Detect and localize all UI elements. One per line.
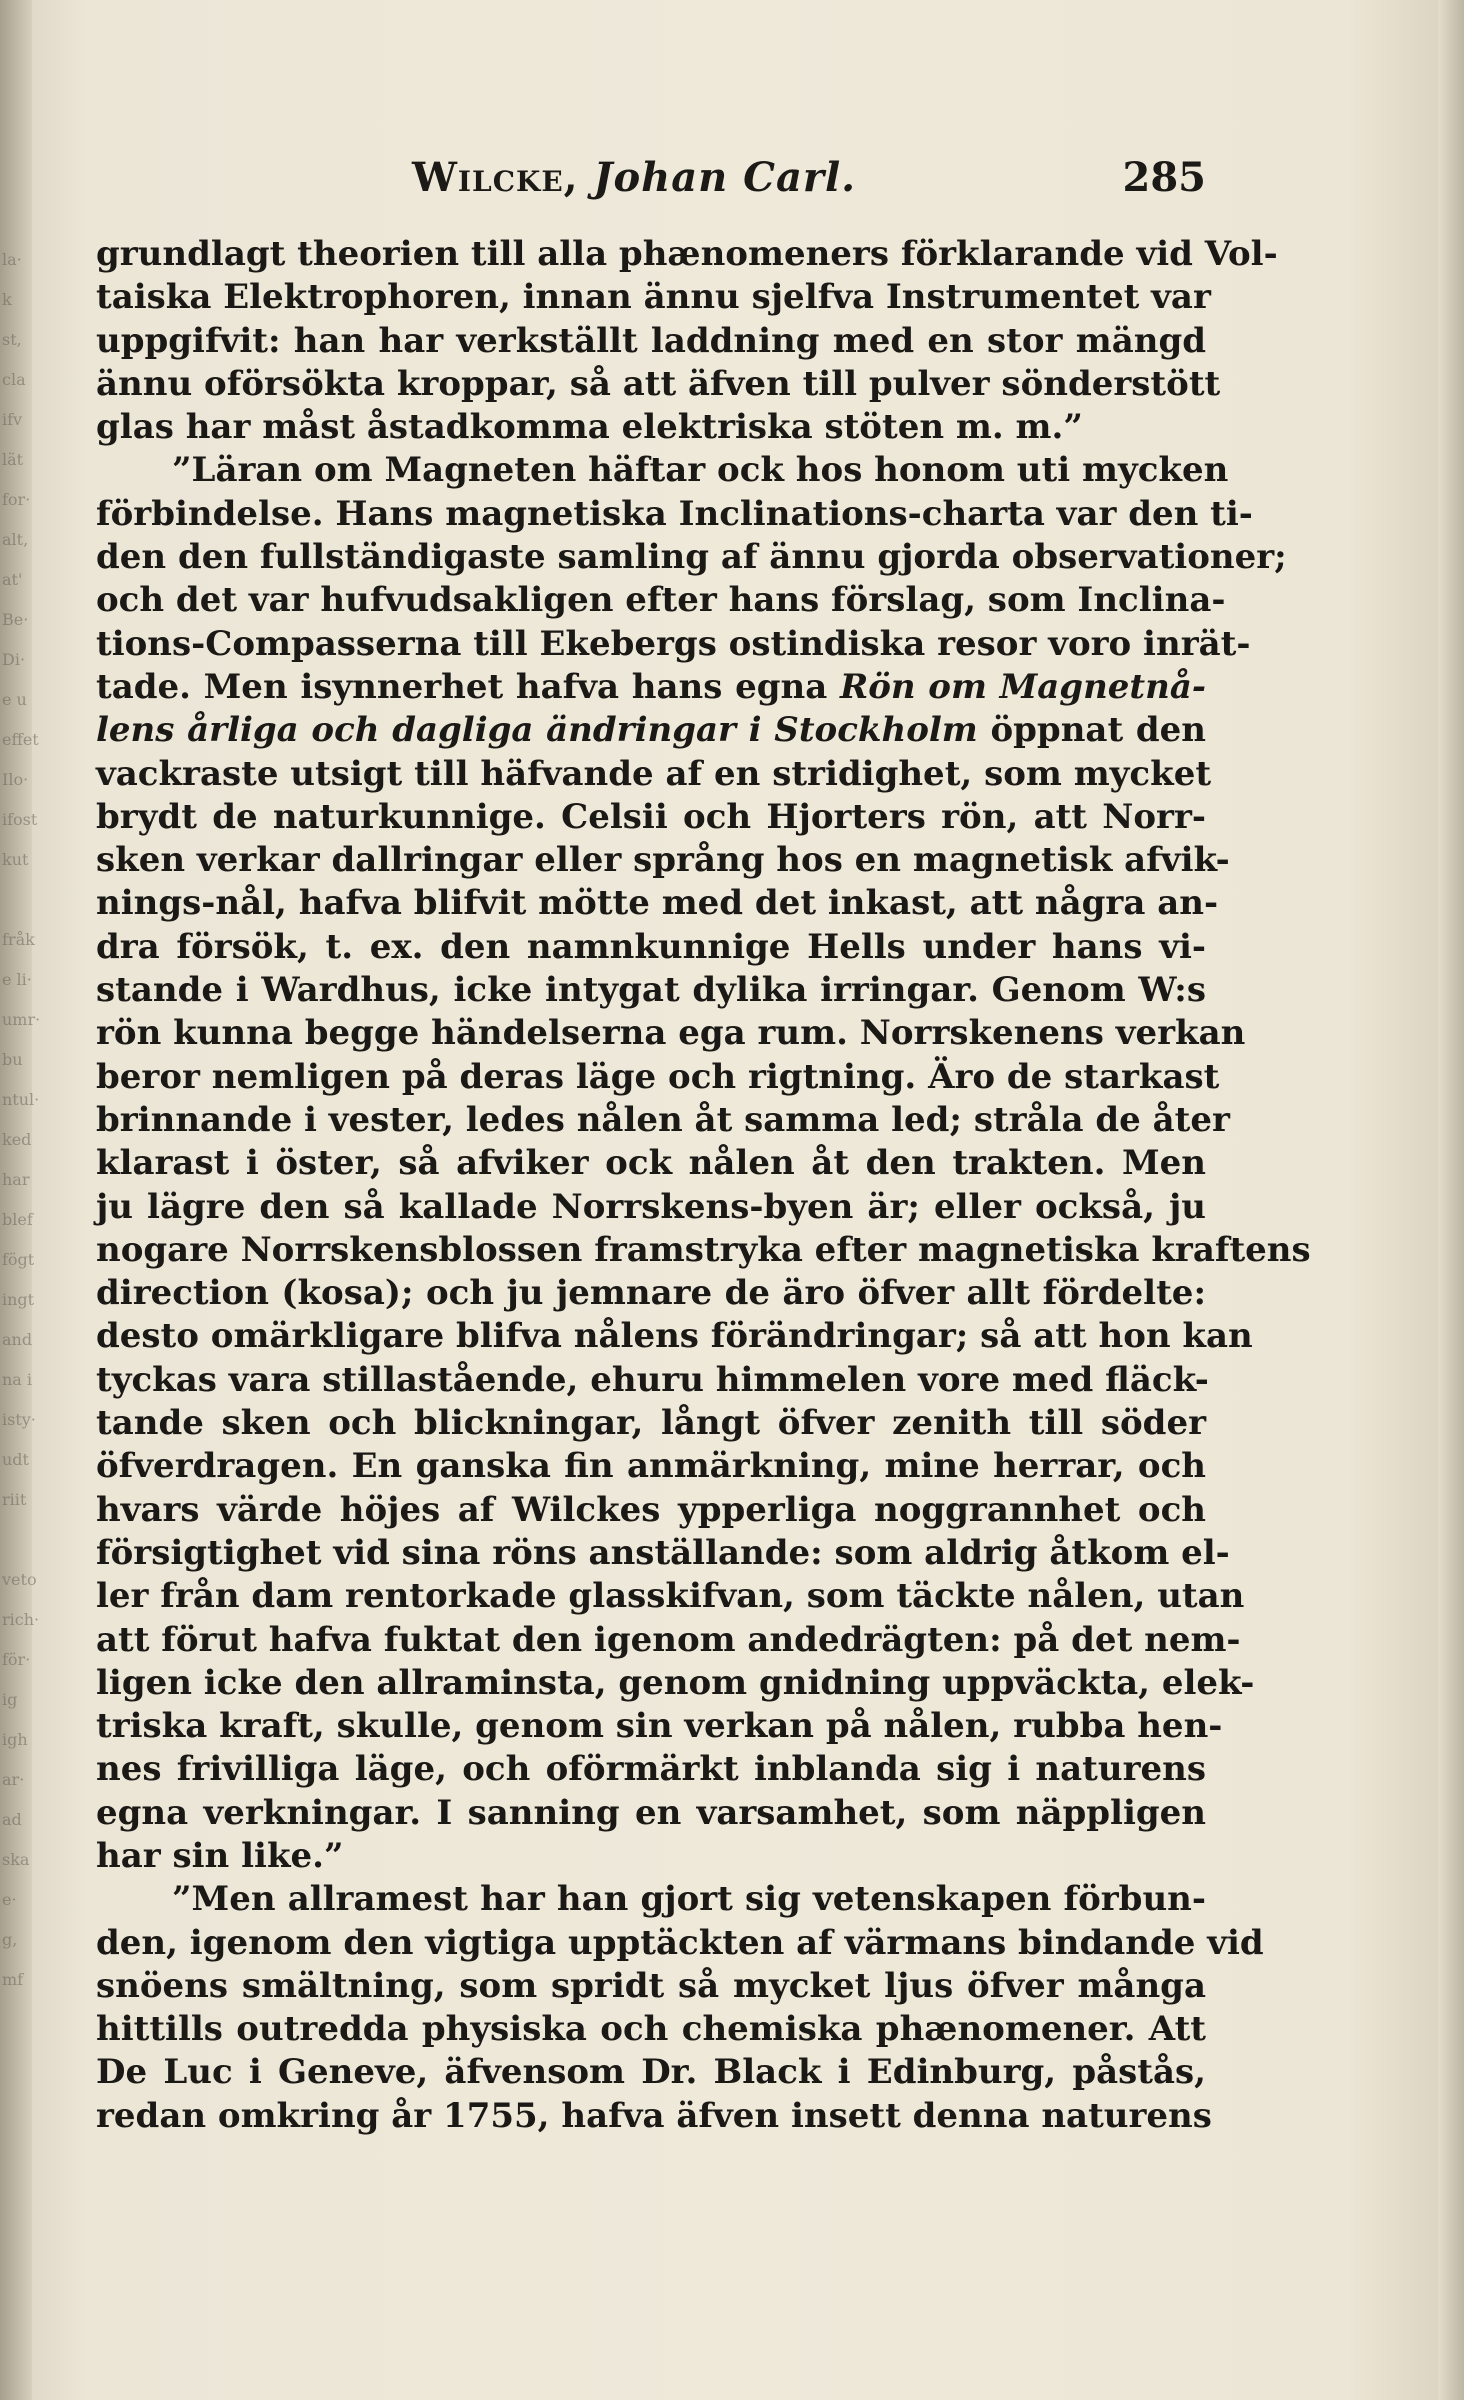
text-line <box>96 1922 1264 1965</box>
text-span: ”Men allramest har han gjort sig vetenskapen förbun- <box>172 1879 1206 1920</box>
text-span: tade. Men isynnerhet hafva hans egna <box>96 666 840 707</box>
text-line <box>96 1229 1311 1272</box>
bleed-fragment: and <box>2 1330 33 1349</box>
page-edge <box>1438 0 1464 2400</box>
text-line <box>96 1575 1245 1618</box>
text-span: tyckas vara stillastående, ehuru himmelen vore med fläck- <box>96 1359 1209 1400</box>
text-span: De Luc i Geneve, äfvensom Dr. Black i Edinburg, påstås, <box>96 2052 1206 2093</box>
text-span: ler från dam rentorkade glasskifvan, som täckte nålen, utan <box>96 1576 1245 1617</box>
bleed-fragment: rich· <box>2 1610 40 1629</box>
text-span: ligen icke den allraminsta, genom gnidning uppväckta, elek- <box>96 1662 1255 1703</box>
text-line <box>96 709 1206 752</box>
bleed-fragment: Ilo· <box>2 770 29 789</box>
author-given-name: Johan Carl. <box>578 154 857 201</box>
bleed-fragment: fögt <box>2 1250 35 1269</box>
bleed-fragment: e li· <box>2 970 32 989</box>
bleed-fragment: g, <box>2 1930 18 1949</box>
text-line <box>96 882 1219 925</box>
bleed-fragment: för· <box>2 1650 31 1669</box>
bleed-fragment: Di· <box>2 650 26 669</box>
text-span: öppnat den <box>977 710 1206 751</box>
text-line <box>96 1619 1241 1662</box>
bleed-fragment: at' <box>2 570 23 589</box>
text-line <box>96 1272 1206 1315</box>
text-line <box>96 969 1206 1012</box>
text-span: egna verkningar. I sanning en varsamhet, som näppligen <box>96 1792 1206 1833</box>
text-line <box>96 1315 1253 1358</box>
text-span: stande i Wardhus, icke intygat dylika irringar. Genom W:s <box>96 970 1206 1011</box>
text-span: att förut hafva fuktat den igenom andedrägten: på det nem- <box>96 1619 1241 1660</box>
bleed-fragment: lät <box>2 450 24 469</box>
bleed-fragment: blef <box>2 1210 33 1229</box>
text-line <box>96 839 1230 882</box>
bleed-fragment: ked <box>2 1130 32 1149</box>
bleed-fragment: e u <box>2 690 27 709</box>
text-line <box>96 2051 1206 2094</box>
bleed-fragment: e· <box>2 1890 17 1909</box>
running-title <box>412 154 856 201</box>
text-span: vackraste utsigt till häfvande af en stridighet, som mycket <box>96 753 1212 794</box>
bleed-fragment: alt, <box>2 530 29 549</box>
text-line <box>96 1835 1206 1878</box>
text-line <box>96 1965 1206 2008</box>
text-line <box>96 406 1206 449</box>
bleed-fragment: fråk <box>2 930 35 949</box>
text-span: klarast i öster, så afviker ock nålen åt den trakten. Men <box>96 1143 1206 1184</box>
text-line <box>96 579 1226 622</box>
text-span: taiska Elektrophoren, innan ännu sjelfva Instrumentet var <box>96 277 1211 318</box>
text-line <box>96 1662 1255 1705</box>
text-span: hittills outredda physiska och chemiska phænomener. Att <box>96 2009 1206 2050</box>
bleed-fragment: Be· <box>2 610 29 629</box>
text-span: förbindelse. Hans magnetiska Inclinations-charta var den ti- <box>96 493 1253 534</box>
text-line <box>96 666 1206 709</box>
bleed-fragment: effet <box>2 730 39 749</box>
bleed-fragment: ntul· <box>2 1090 40 1109</box>
bleed-fragment: na i <box>2 1370 33 1389</box>
text-span: har sin like.” <box>96 1835 344 1876</box>
italic-span: lens årliga och dagliga ändringar i Stockholm <box>96 710 978 751</box>
text-line <box>96 796 1206 839</box>
text-span: desto omärkligare blifva nålens förändringar; så att hon kan <box>96 1316 1253 1357</box>
text-span: dra försök, t. ex. den namnkunnige Hells under hans vi- <box>96 926 1206 967</box>
text-line <box>96 753 1212 796</box>
bleed-fragment: riit <box>2 1490 27 1509</box>
text-line <box>96 1056 1220 1099</box>
text-line <box>96 363 1221 406</box>
bleed-fragment: la· <box>2 250 22 269</box>
bleed-fragment: cla <box>2 370 26 389</box>
bleed-fragment: mf <box>2 1970 24 1989</box>
bleed-fragment: ingt <box>2 1290 35 1309</box>
text-line <box>96 1142 1206 1185</box>
text-line <box>96 1705 1223 1748</box>
bleed-fragment: udt <box>2 1450 29 1469</box>
text-line <box>96 320 1206 363</box>
text-span: den den fullständigaste samling af ännu gjorda observationer; <box>96 537 1287 578</box>
text-span: försigtighet vid sina röns anställande: som aldrig åtkom el- <box>96 1532 1230 1573</box>
text-span: tions-Compasserna till Ekebergs ostindiska resor voro inrät- <box>96 623 1251 664</box>
bleed-fragment: k <box>2 290 12 309</box>
text-line <box>96 493 1253 536</box>
running-header <box>96 148 1206 208</box>
text-line <box>96 1878 1206 1921</box>
text-span: triska kraft, skulle, genom sin verkan på nålen, rubba hen- <box>96 1706 1223 1747</box>
text-line <box>96 2008 1206 2051</box>
text-line <box>96 1186 1206 1229</box>
bleed-fragment <box>2 880 32 920</box>
text-span: brydt de naturkunnige. Celsii och Hjorters rön, att Norr- <box>96 796 1206 837</box>
bleed-fragment: bu <box>2 1050 23 1069</box>
text-line <box>96 1012 1246 1055</box>
text-span: uppgifvit: han har verkställt laddning med en stor mängd <box>96 320 1206 361</box>
text-span: redan omkring år 1755, hafva äfven insett denna naturens <box>96 2095 1212 2136</box>
text-span: hvars värde höjes af Wilckes ypperliga noggrannhet och <box>96 1489 1206 1530</box>
bleed-fragment: st, <box>2 330 22 349</box>
bleed-fragment: isty· <box>2 1410 36 1429</box>
text-span: snöens smältning, som spridt så mycket ljus öfver många <box>96 1965 1206 2006</box>
text-span: rön kunna begge händelserna ega rum. Norrskenens verkan <box>96 1013 1246 1054</box>
bleed-fragment: ar· <box>2 1770 25 1789</box>
page-number: 285 <box>1122 154 1206 201</box>
author-surname: Wilcke, <box>412 154 579 201</box>
text-line <box>96 449 1229 492</box>
text-line <box>96 1792 1206 1835</box>
bleed-fragment: ifv <box>2 410 23 429</box>
bleed-fragment: for· <box>2 490 31 509</box>
text-span: och det var hufvudsakligen efter hans förslag, som Inclina- <box>96 580 1226 621</box>
text-span: sken verkar dallringar eller språng hos en magnetisk afvik- <box>96 840 1230 881</box>
text-line <box>96 623 1251 666</box>
bleed-fragment: veto <box>2 1570 37 1589</box>
text-span: den, igenom den vigtiga upptäckten af värmans bindande vid <box>96 1922 1264 1963</box>
bleed-fragment <box>2 1520 32 1560</box>
text-span: brinnande i vester, ledes nålen åt samma led; stråla de åter <box>96 1099 1230 1140</box>
body-text <box>96 233 1311 2138</box>
bleed-fragment: ad <box>2 1810 22 1829</box>
bleed-fragment: kut <box>2 850 29 869</box>
text-line <box>96 1099 1230 1142</box>
text-span: tande sken och blickningar, långt öfver zenith till söder <box>96 1403 1206 1444</box>
text-line <box>96 233 1278 276</box>
bleed-fragment: ska <box>2 1850 30 1869</box>
text-line <box>96 1748 1206 1791</box>
text-span: nings-nål, hafva blifvit mötte med det inkast, att några an- <box>96 883 1219 924</box>
text-span: glas har måst åstadkomma elektriska stöten m. m.” <box>96 407 1083 448</box>
text-span: direction (kosa); och ju jemnare de äro öfver allt fördelte: <box>96 1273 1206 1314</box>
facing-page-bleed <box>2 240 41 2000</box>
text-span: grundlagt theorien till alla phænomeners förklarande vid Vol- <box>96 234 1278 274</box>
bleed-fragment: ifost <box>2 810 38 829</box>
text-span: ju lägre den så kallade Norrskens-byen är; eller också, ju <box>96 1186 1206 1227</box>
text-line <box>96 536 1287 579</box>
bleed-fragment: har <box>2 1170 30 1189</box>
text-span: nogare Norrskensblossen framstryka efter magnetiska kraftens <box>96 1229 1311 1270</box>
bleed-fragment: umr· <box>2 1010 41 1029</box>
text-line <box>96 1489 1206 1532</box>
text-span: ”Läran om Magneten häftar ock hos honom uti mycken <box>172 450 1229 491</box>
text-span: nes frivilliga läge, och oförmärkt inblanda sig i naturens <box>96 1749 1206 1790</box>
text-line <box>96 276 1211 319</box>
bleed-fragment: igh <box>2 1730 28 1749</box>
text-span: ännu oförsökta kroppar, så att äfven till pulver sönderstött <box>96 363 1221 404</box>
text-line <box>96 1359 1209 1402</box>
text-span: beror nemligen på deras läge och rigtning. Äro de starkast <box>96 1056 1220 1097</box>
text-line <box>96 926 1206 969</box>
text-line <box>96 1532 1230 1575</box>
text-line <box>96 2095 1212 2138</box>
italic-span: Rön om Magnetnå- <box>839 666 1206 707</box>
text-line <box>96 1445 1206 1488</box>
text-span: öfverdragen. En ganska fin anmärkning, mine herrar, och <box>96 1446 1206 1487</box>
text-line <box>96 1402 1206 1445</box>
bleed-fragment: ig <box>2 1690 18 1709</box>
